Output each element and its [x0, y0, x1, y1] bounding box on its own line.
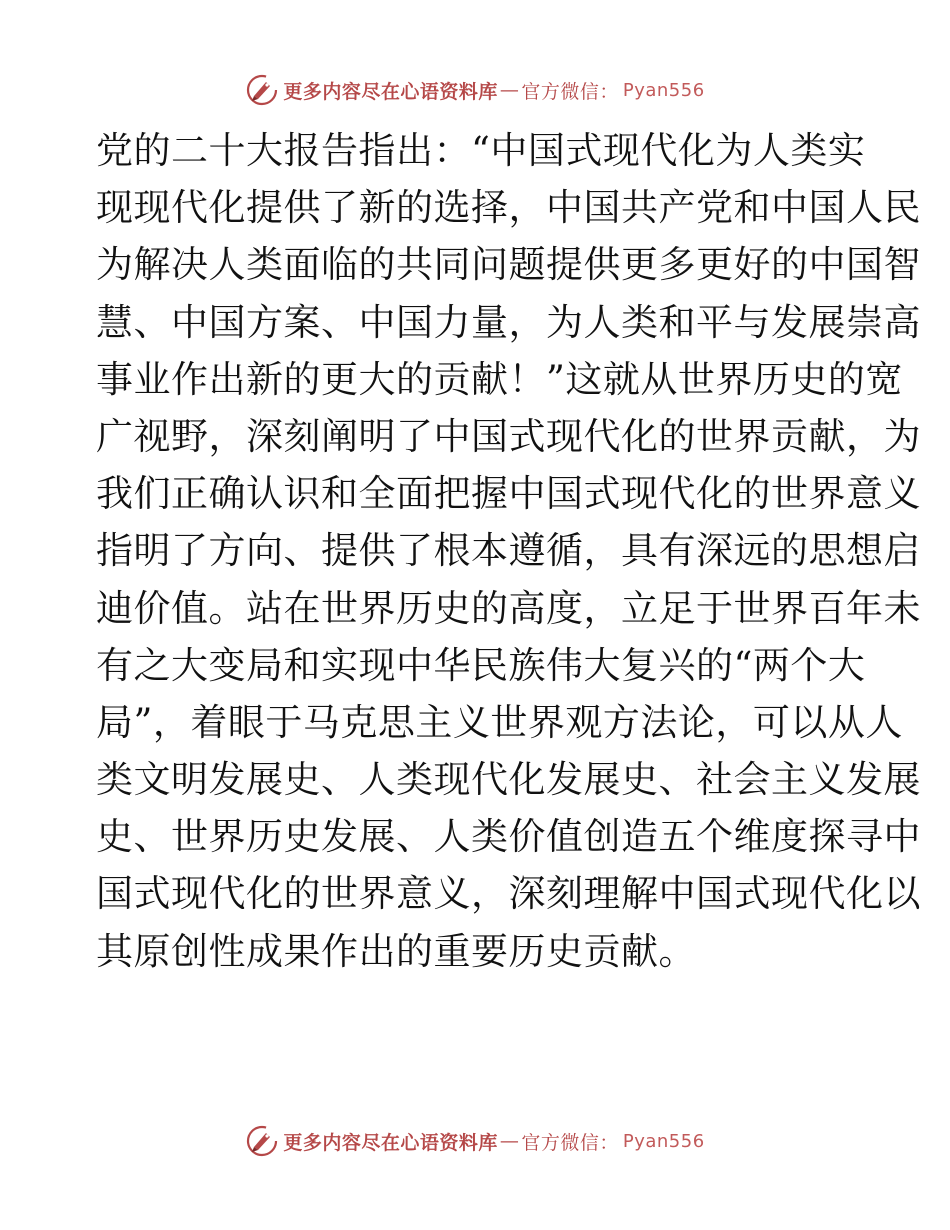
- paragraph-line: 其原创性成果作出的重要历史贡献。: [96, 929, 696, 973]
- paragraph-line: 指明了方向、提供了根本遵循，具有深远的思想启: [96, 529, 921, 573]
- paragraph-line: 慧、中国方案、中国力量，为人类和平与发展崇高: [96, 300, 921, 344]
- paragraph-line: 党的二十大报告指出：“中国式现代化为人类实: [96, 129, 866, 172]
- paragraph-line: 类文明发展史、人类现代化发展史、社会主义发展: [96, 758, 921, 802]
- paragraph-line: 有之大变局和实现中华民族伟大复兴的“两个大: [96, 643, 866, 687]
- paragraph-line: 局”，着眼于马克思主义世界观方法论，可以从人: [96, 700, 903, 744]
- watermark-wechat-label: 官方微信：: [521, 80, 619, 103]
- paragraph-line: 史、世界历史发展、人类价值创造五个维度探寻中: [96, 815, 921, 859]
- watermark-account: Pyan556: [622, 79, 705, 101]
- paragraph-line: 广视野，深刻阐明了中国式现代化的世界贡献，为: [96, 414, 921, 458]
- pen-nib-logo-icon: [245, 73, 279, 107]
- watermark-dash: —: [499, 79, 520, 101]
- watermark-wechat-label: 官方微信：: [521, 1131, 619, 1154]
- watermark-account: Pyan556: [622, 1130, 705, 1152]
- paragraph-line: 为解决人类面临的共同问题提供更多更好的中国智: [96, 243, 921, 287]
- paragraph-line: 国式现代化的世界意义，深刻理解中国式现代化以: [96, 872, 921, 916]
- watermark-brand-text: 更多内容尽在心语资料库: [283, 1131, 498, 1154]
- header-watermark: [0, 70, 950, 110]
- watermark-brand-text: 更多内容尽在心语资料库: [283, 80, 498, 103]
- paragraph-line: 我们正确认识和全面把握中国式现代化的世界意义: [96, 472, 921, 516]
- document-body: [96, 122, 921, 980]
- pen-nib-logo-icon: [245, 1124, 279, 1158]
- watermark-dash: —: [499, 1130, 520, 1152]
- paragraph-line: 现现代化提供了新的选择，中国共产党和中国人民: [96, 186, 921, 230]
- footer-watermark: [0, 1121, 950, 1161]
- paragraph-line: 事业作出新的更大的贡献！”这就从世界历史的宽: [96, 357, 903, 401]
- paragraph-line: 迪价值。站在世界历史的高度，立足于世界百年未: [96, 586, 921, 630]
